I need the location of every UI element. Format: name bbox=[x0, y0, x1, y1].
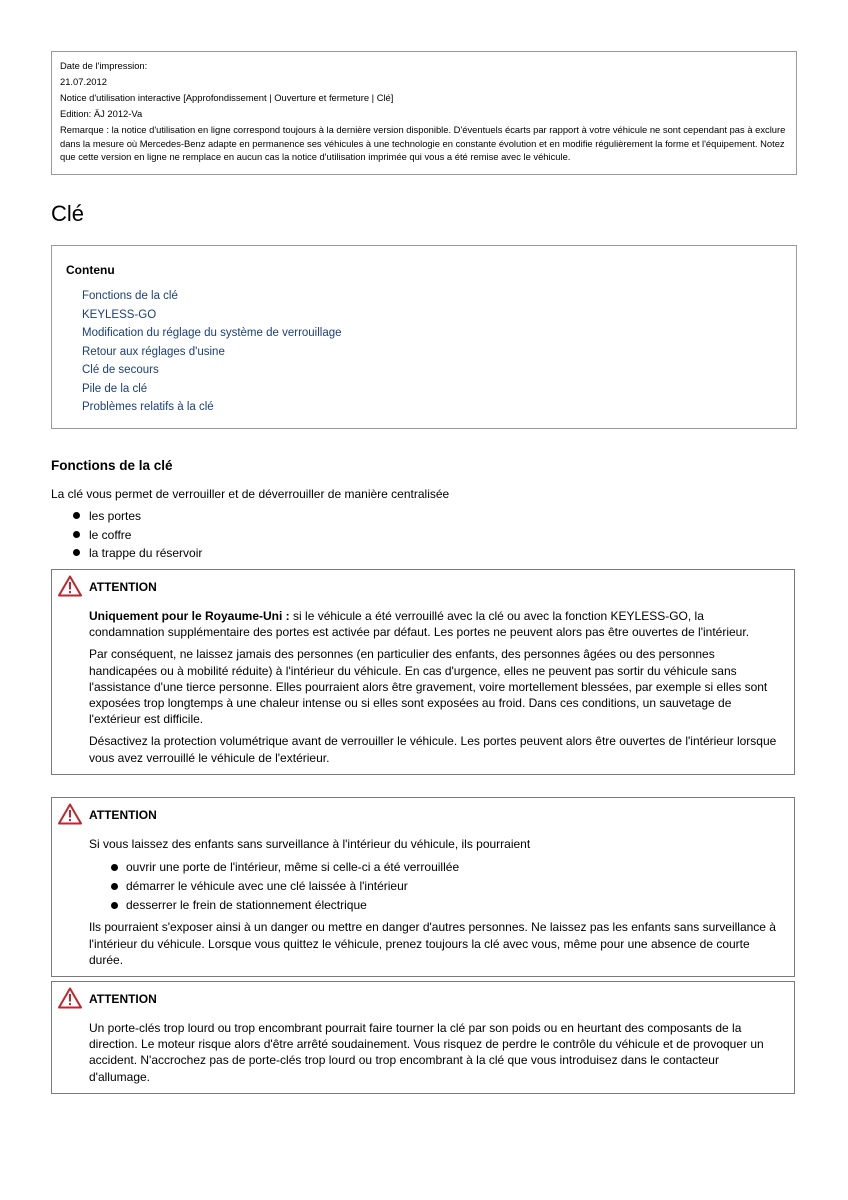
notice-path: Notice d'utilisation interactive [Approfondissement | Ouverture et fermeture | Clé] bbox=[60, 91, 394, 103]
warning-label: ATTENTION bbox=[89, 992, 157, 1006]
list-item: le coffre bbox=[73, 526, 202, 545]
remark: Remarque : la notice d'utilisation en ligne correspond toujours à la dernière version disponible. D'éventuels écarts par rapport à votre véhicule ne sont cependant pas à exclure dans la mesure où Mercedes-Benz adapte en permanence ses véhicules à une technologie en constante évolution et en modifie régulièrement la forme et l'équipement. Notez que cette version en ligne ne remplace en aucun cas la notice d'utilisation imprimée qui vous a été remise avec le véhicule. bbox=[60, 123, 786, 163]
list-item: les portes bbox=[73, 507, 202, 526]
warning-label: ATTENTION bbox=[89, 580, 157, 594]
warning-label: ATTENTION bbox=[89, 808, 157, 822]
warning-box-2 bbox=[51, 797, 795, 977]
warning-paragraph: Par conséquent, ne laissez jamais des personnes (en particulier des enfants, des personnes âgées ou des personnes handicapées ou à mobilité réduite) à l'intérieur du véhicule. En cas d'urgence, elles ne peuvent pas sortir du véhicule sans l'assistance d'une tierce personne. Elles pourraient alors être gravement, voire mortellement blessées, par exemple si elles sont exposées trop longtemps à une chaleur intense ou si elles sont exposées au froid. Dans ces conditions, un sauvetage de l'extérieur est difficile. bbox=[89, 647, 768, 727]
page-title: Clé bbox=[51, 201, 85, 226]
section-bullet-list bbox=[73, 507, 202, 563]
warning-paragraph: Si vous laissez des enfants sans surveillance à l'intérieur du véhicule, ils pourraient bbox=[89, 837, 531, 851]
warning-box-1 bbox=[51, 569, 795, 775]
warning-triangle-icon bbox=[58, 987, 82, 1009]
edition: Edition: ÄJ 2012-Va bbox=[60, 107, 143, 119]
toc-heading: Contenu bbox=[66, 263, 115, 277]
warning-paragraph bbox=[89, 608, 782, 640]
toc-link-modification-reglage[interactable]: Modification du réglage du système de verrouillage bbox=[82, 327, 342, 339]
warning-triangle-icon bbox=[58, 575, 82, 597]
warning-paragraph: Un porte-clés trop lourd ou trop encombrant pourrait faire tourner la clé par son poids ou en heurtant des composants de la direction. Le moteur risque alors d'être arrêté soudainement. Vous risquez de perdre le contrôle du véhicule et de provoquer un accident. N'accrochez pas de porte-clés trop lourd ou trop encombrant à la clé que vous introduisez dans le contacteur d'allumage. bbox=[89, 1021, 764, 1084]
print-info-box bbox=[51, 51, 797, 175]
list-item: la trappe du réservoir bbox=[73, 544, 202, 563]
warning-paragraph: Ils pourraient s'exposer ainsi à un danger ou mettre en danger d'autres personnes. Ne laissez pas les enfants sans surveillance à l'intérieur du véhicule. Lorsque vous quittez le véhicule, prenez toujours la clé avec vous, même pour une absence de courte durée. bbox=[89, 920, 776, 967]
list-item: desserrer le frein de stationnement électrique bbox=[111, 896, 782, 915]
warning-paragraph: Désactivez la protection volumétrique avant de verrouiller le véhicule. Les portes peuvent alors être ouvertes de l'intérieur lorsque vous avez verrouillé le véhicule de l'extérieur. bbox=[89, 734, 777, 765]
warning-lead-bold: Uniquement pour le Royaume-Uni : bbox=[89, 609, 290, 623]
toc-link-fonctions[interactable]: Fonctions de la clé bbox=[82, 290, 178, 302]
print-date-label: Date de l'impression: bbox=[60, 60, 148, 71]
section-intro: La clé vous permet de verrouiller et de déverrouiller de manière centralisée bbox=[51, 487, 450, 501]
list-item: ouvrir une porte de l'intérieur, même si celle-ci a été verrouillée bbox=[111, 858, 782, 877]
toc-link-reglages-usine[interactable]: Retour aux réglages d'usine bbox=[82, 345, 225, 358]
toc-link-keyless-go[interactable]: KEYLESS-GO bbox=[82, 308, 157, 321]
list-item: démarrer le véhicule avec une clé laissée à l'intérieur bbox=[111, 877, 782, 896]
warning-triangle-icon bbox=[58, 803, 82, 825]
toc-link-problemes[interactable]: Problèmes relatifs à la clé bbox=[82, 401, 214, 413]
print-date: 21.07.2012 bbox=[60, 75, 107, 87]
warning-lead-text: si le véhicule a été verrouillé avec la clé ou avec la fonction KEYLESS-GO, la condamnation supplémentaire des portes est activée par défaut. Les portes ne peuvent alors pas être ouvertes de l'intérieur. bbox=[89, 609, 750, 640]
warning-bullet-list bbox=[89, 858, 782, 914]
toc-link-pile[interactable]: Pile de la clé bbox=[82, 382, 148, 395]
table-of-contents bbox=[51, 245, 797, 429]
toc-link-cle-secours[interactable]: Clé de secours bbox=[82, 364, 159, 376]
section-title: Fonctions de la clé bbox=[51, 458, 173, 473]
toc-list bbox=[66, 287, 782, 417]
warning-box-3 bbox=[51, 981, 795, 1094]
